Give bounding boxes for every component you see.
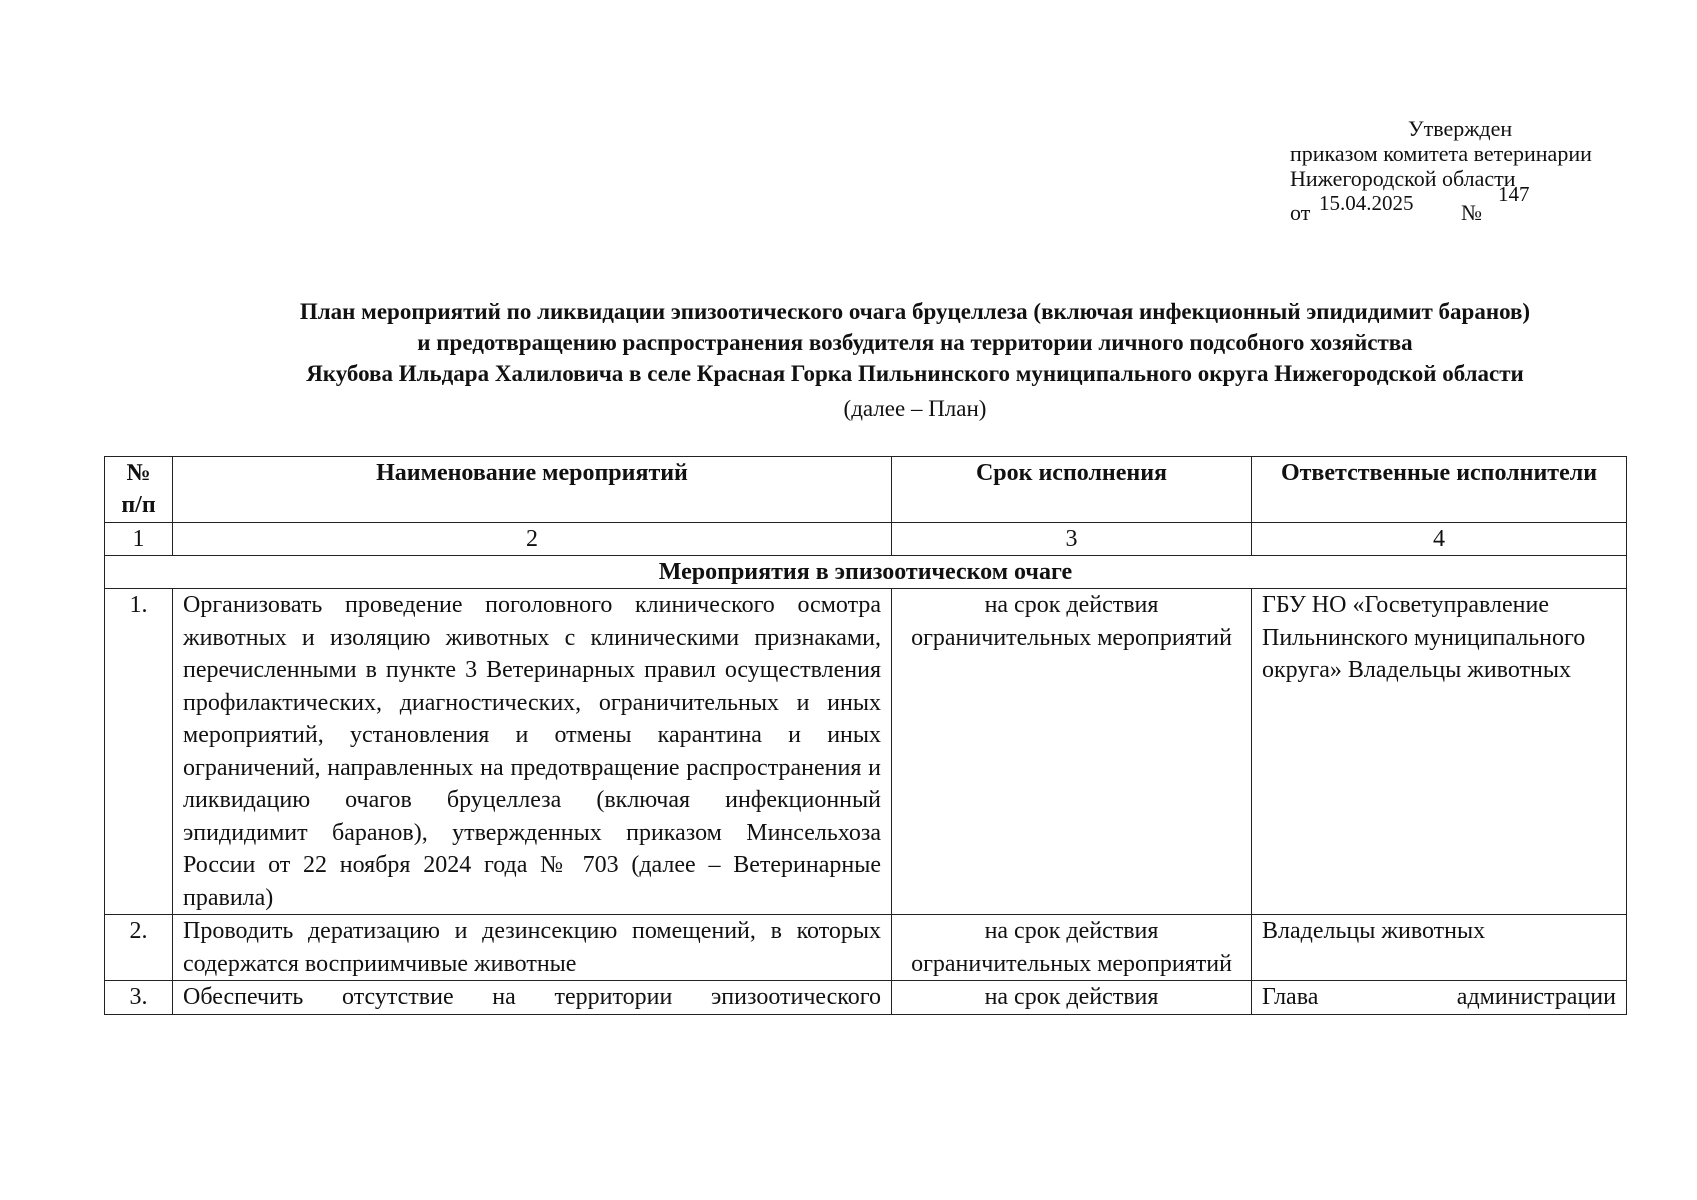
row-term: на срок действия (892, 981, 1252, 1015)
approval-date: 15.04.2025 (1319, 191, 1414, 215)
table-row (105, 915, 1627, 981)
row-index: 1. (105, 589, 173, 915)
plan-table (104, 456, 1627, 1015)
column-number-3: 3 (892, 523, 1252, 556)
column-number-2: 2 (173, 523, 892, 556)
row-responsible: Владельцы животных (1252, 915, 1627, 981)
table-header-row (105, 457, 1627, 523)
section-title: Мероприятия в эпизоотическом очаге (105, 556, 1627, 589)
title-line-1: План мероприятий по ликвидации эпизоотического очага бруцеллеза (включая инфекционный эпидидимит баранов) (299, 299, 1531, 324)
table-row (105, 981, 1627, 1015)
approval-ot-label: от (1290, 200, 1311, 225)
table-row (105, 589, 1627, 915)
approval-line-3: Нижегородской области (1290, 166, 1516, 191)
row-term: на срок действия ограничительных мероприятий (892, 915, 1252, 981)
row-activity: Организовать проведение поголовного клинического осмотра животных и изоляцию животных с клиническими признаками, перечисленными в пункте 3 Ветеринарных правил осуществления профилактических, диагностических, ограничительных и иных мероприятий, установления и отмены карантина и иных ограничений, направленных на предотвращение распространения и ликвидацию очагов бруцеллеза (включая инфекционный эпидидимит баранов), утвержденных приказом Минсельхоза России от 22 ноября 2024 года № 703 (далее – Ветеринарные правила) (173, 589, 892, 915)
row-activity: Проводить дератизацию и дезинсекцию помещений, в которых содержатся восприимчивые животные (173, 915, 892, 981)
column-number-4: 4 (1252, 523, 1627, 556)
header-number: № п/п (105, 457, 173, 523)
column-number-row (105, 523, 1627, 556)
row-responsible: Глава администрации (1252, 981, 1627, 1015)
section-row (105, 556, 1627, 589)
row-index: 3. (105, 981, 173, 1015)
row-activity: Обеспечить отсутствие на территории эпизоотического (173, 981, 892, 1015)
document-title (170, 296, 1660, 389)
header-term: Срок исполнения (892, 457, 1252, 523)
title-line-3: Якубова Ильдара Халиловича в селе Красная Горка Пильнинского муниципального округа Нижегородской области (306, 361, 1524, 386)
approval-date-line (1290, 182, 1650, 225)
approval-block (1290, 116, 1650, 225)
approval-line-1: Утвержден (1408, 116, 1513, 141)
approval-number: 147 (1498, 182, 1530, 206)
approval-number-sign: № (1461, 200, 1482, 225)
document-subtitle: (далее – План) (843, 396, 987, 421)
header-name: Наименование мероприятий (173, 457, 892, 523)
approval-line-2: приказом комитета ветеринарии (1290, 141, 1592, 166)
column-number-1: 1 (105, 523, 173, 556)
row-responsible: ГБУ НО «Госветуправление Пильнинского муниципального округа» Владельцы животных (1252, 589, 1627, 915)
row-term: на срок действия ограничительных мероприятий (892, 589, 1252, 915)
header-responsible: Ответственные исполнители (1252, 457, 1627, 523)
title-line-2: и предотвращению распространения возбудителя на территории личного подсобного хозяйства (417, 330, 1413, 355)
row-index: 2. (105, 915, 173, 981)
